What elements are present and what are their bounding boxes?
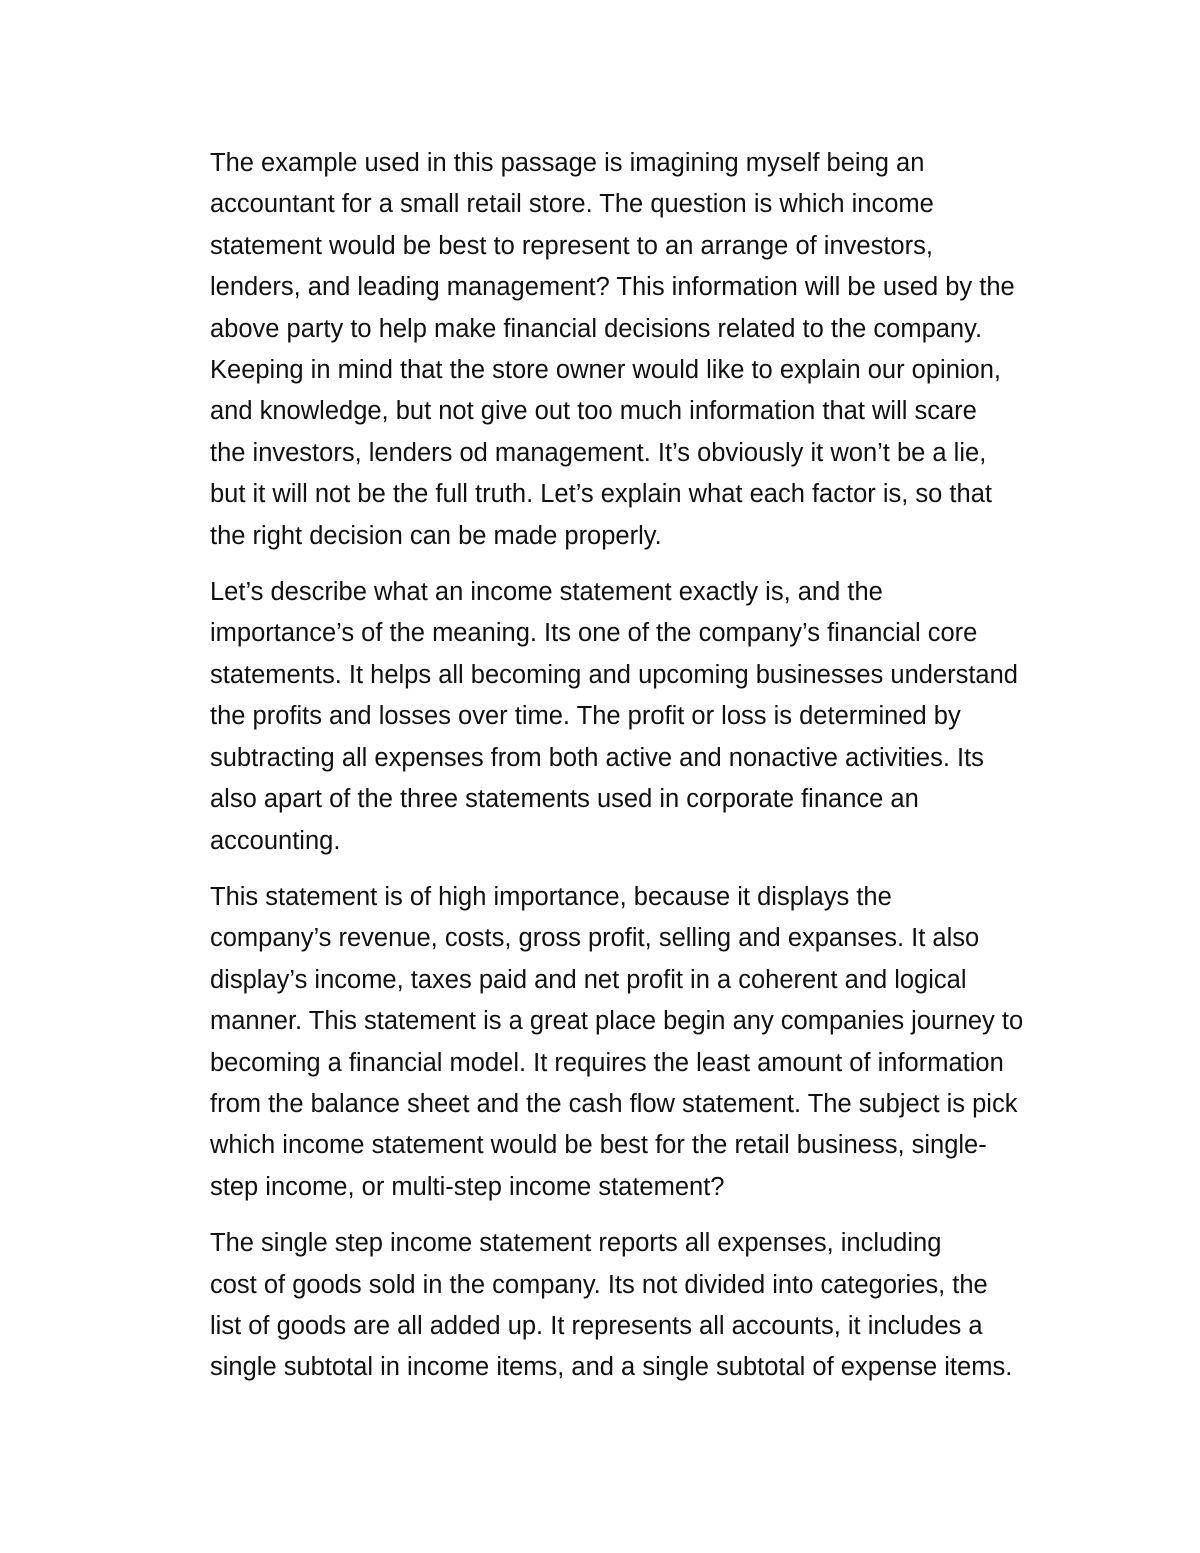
text-line: which income statement would be best for the retail business, single-: [210, 1131, 987, 1160]
text-line: Keeping in mind that the store owner would like to explain our opinion,: [210, 356, 1001, 385]
text-line: the right decision can be made properly.: [210, 521, 662, 550]
paragraph-4: [143, 1223, 1053, 1389]
text-line: accounting.: [210, 826, 341, 855]
text-line: also apart of the three statements used in corporate finance an: [210, 785, 919, 814]
text-line: statements. It helps all becoming and upcoming businesses understand: [210, 660, 1018, 689]
text-line: cost of goods sold in the company. Its not divided into categories, the: [210, 1270, 988, 1299]
text-line: from the balance sheet and the cash flow statement. The subject is pick: [210, 1089, 1018, 1118]
text-line: list of goods are all added up. It represents all accounts, it includes a: [210, 1311, 983, 1340]
text-line: subtracting all expenses from both active and nonactive activities. Its: [210, 743, 984, 772]
paragraph-3: [143, 877, 1053, 1208]
text-line: step income, or multi-step income statement?: [210, 1172, 725, 1201]
text-line: single subtotal in income items, and a single subtotal of expense items.: [210, 1353, 1013, 1382]
text-line: but it will not be the full truth. Let’s explain what each factor is, so that: [210, 480, 992, 509]
text-line: company’s revenue, costs, gross profit, selling and expanses. It also: [210, 924, 980, 953]
text-line: the investors, lenders od management. It’s obviously it won’t be a lie,: [210, 438, 987, 467]
document-body: [143, 143, 1053, 1404]
text-line: becoming a financial model. It requires the least amount of information: [210, 1048, 1004, 1077]
text-line: and knowledge, but not give out too much information that will scare: [210, 397, 977, 426]
text-line: display’s income, taxes paid and net profit in a coherent and logical: [210, 965, 967, 994]
text-line: statement would be best to represent to an arrange of investors,: [210, 231, 933, 260]
text-line: the profits and losses over time. The profit or loss is determined by: [210, 702, 961, 731]
text-line: lenders, and leading management? This information will be used by the: [210, 273, 1015, 302]
text-line: The example used in this passage is imagining myself being an: [210, 149, 925, 177]
text-line: manner. This statement is a great place begin any companies journey to: [210, 1007, 1024, 1036]
text-line: The single step income statement reports all expenses, including: [210, 1229, 942, 1258]
paragraph-2: [143, 572, 1053, 862]
text-line: accountant for a small retail store. The question is which income: [210, 190, 934, 219]
text-line: This statement is of high importance, because it displays the: [210, 882, 892, 911]
text-line: importance’s of the meaning. Its one of the company’s financial core: [210, 619, 978, 648]
text-line: Let’s describe what an income statement exactly is, and the: [210, 578, 883, 607]
text-line: above party to help make financial decisions related to the company.: [210, 314, 983, 343]
paragraph-1: [143, 143, 1053, 557]
